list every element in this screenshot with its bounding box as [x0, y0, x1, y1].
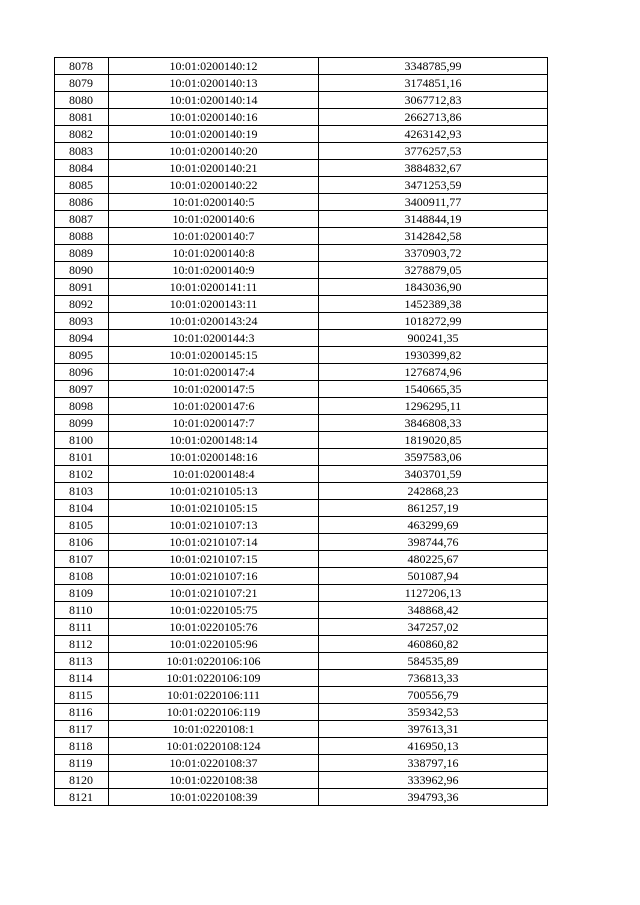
cadastral-number-cell: 10:01:0200144:3: [109, 330, 319, 347]
cadastral-number-cell: 10:01:0220108:39: [109, 789, 319, 806]
table-row: [55, 619, 548, 636]
table-row: [55, 364, 548, 381]
table-row: [55, 330, 548, 347]
cadastral-number-cell: 10:01:0200140:19: [109, 126, 319, 143]
row-number-cell: 8120: [55, 772, 109, 789]
cadastral-number-cell: 10:01:0200145:15: [109, 347, 319, 364]
cadastral-value-cell: 397613,31: [319, 721, 548, 738]
cadastral-number-cell: 10:01:0200140:12: [109, 58, 319, 75]
table-row: [55, 228, 548, 245]
table-row: [55, 789, 548, 806]
cadastral-number-cell: 10:01:0200140:21: [109, 160, 319, 177]
cadastral-value-cell: 3400911,77: [319, 194, 548, 211]
row-number-cell: 8081: [55, 109, 109, 126]
cadastral-value-table: [54, 57, 548, 806]
table-row: [55, 653, 548, 670]
row-number-cell: 8104: [55, 500, 109, 517]
cadastral-number-cell: 10:01:0220108:124: [109, 738, 319, 755]
row-number-cell: 8107: [55, 551, 109, 568]
cadastral-value-cell: 2662713,86: [319, 109, 548, 126]
row-number-cell: 8083: [55, 143, 109, 160]
row-number-cell: 8121: [55, 789, 109, 806]
cadastral-value-cell: 3370903,72: [319, 245, 548, 262]
row-number-cell: 8113: [55, 653, 109, 670]
cadastral-value-cell: 3597583,06: [319, 449, 548, 466]
cadastral-number-cell: 10:01:0200147:5: [109, 381, 319, 398]
row-number-cell: 8082: [55, 126, 109, 143]
cadastral-number-cell: 10:01:0210105:13: [109, 483, 319, 500]
cadastral-number-cell: 10:01:0200148:4: [109, 466, 319, 483]
table-row: [55, 58, 548, 75]
row-number-cell: 8110: [55, 602, 109, 619]
cadastral-number-cell: 10:01:0200140:16: [109, 109, 319, 126]
cadastral-number-cell: 10:01:0200140:5: [109, 194, 319, 211]
cadastral-number-cell: 10:01:0200140:22: [109, 177, 319, 194]
row-number-cell: 8108: [55, 568, 109, 585]
table-row: [55, 160, 548, 177]
cadastral-value-cell: 333962,96: [319, 772, 548, 789]
cadastral-value-cell: 3846808,33: [319, 415, 548, 432]
cadastral-number-cell: 10:01:0220106:109: [109, 670, 319, 687]
cadastral-number-cell: 10:01:0200148:16: [109, 449, 319, 466]
row-number-cell: 8092: [55, 296, 109, 313]
row-number-cell: 8118: [55, 738, 109, 755]
table-row: [55, 517, 548, 534]
cadastral-number-cell: 10:01:0210107:21: [109, 585, 319, 602]
cadastral-value-cell: 338797,16: [319, 755, 548, 772]
row-number-cell: 8096: [55, 364, 109, 381]
table-row: [55, 245, 548, 262]
table-row: [55, 687, 548, 704]
table-row: [55, 126, 548, 143]
table-row: [55, 313, 548, 330]
table-row: [55, 194, 548, 211]
document-page: [54, 57, 547, 806]
cadastral-value-cell: 347257,02: [319, 619, 548, 636]
cadastral-value-cell: 416950,13: [319, 738, 548, 755]
table-row: [55, 398, 548, 415]
cadastral-number-cell: 10:01:0200141:11: [109, 279, 319, 296]
row-number-cell: 8087: [55, 211, 109, 228]
cadastral-value-cell: 584535,89: [319, 653, 548, 670]
row-number-cell: 8091: [55, 279, 109, 296]
row-number-cell: 8080: [55, 92, 109, 109]
cadastral-value-cell: 480225,67: [319, 551, 548, 568]
cadastral-value-cell: 3174851,16: [319, 75, 548, 92]
cadastral-value-cell: 3776257,53: [319, 143, 548, 160]
cadastral-value-cell: 1127206,13: [319, 585, 548, 602]
table-row: [55, 670, 548, 687]
row-number-cell: 8119: [55, 755, 109, 772]
cadastral-number-cell: 10:01:0200140:20: [109, 143, 319, 160]
cadastral-value-cell: 463299,69: [319, 517, 548, 534]
table-row: [55, 534, 548, 551]
table-row: [55, 551, 548, 568]
row-number-cell: 8106: [55, 534, 109, 551]
table-row: [55, 449, 548, 466]
row-number-cell: 8093: [55, 313, 109, 330]
table-row: [55, 738, 548, 755]
cadastral-value-cell: 4263142,93: [319, 126, 548, 143]
table-row: [55, 466, 548, 483]
table-row: [55, 432, 548, 449]
table-row: [55, 177, 548, 194]
row-number-cell: 8085: [55, 177, 109, 194]
cadastral-value-cell: 1819020,85: [319, 432, 548, 449]
cadastral-value-cell: 3403701,59: [319, 466, 548, 483]
cadastral-value-cell: 3278879,05: [319, 262, 548, 279]
table-row: [55, 755, 548, 772]
table-row: [55, 211, 548, 228]
cadastral-number-cell: 10:01:0220108:1: [109, 721, 319, 738]
cadastral-number-cell: 10:01:0200140:8: [109, 245, 319, 262]
cadastral-value-cell: 1930399,82: [319, 347, 548, 364]
cadastral-value-cell: 501087,94: [319, 568, 548, 585]
cadastral-value-cell: 460860,82: [319, 636, 548, 653]
cadastral-value-cell: 394793,36: [319, 789, 548, 806]
row-number-cell: 8084: [55, 160, 109, 177]
cadastral-number-cell: 10:01:0220108:37: [109, 755, 319, 772]
cadastral-number-cell: 10:01:0220106:119: [109, 704, 319, 721]
cadastral-value-cell: 736813,33: [319, 670, 548, 687]
cadastral-value-cell: 398744,76: [319, 534, 548, 551]
row-number-cell: 8112: [55, 636, 109, 653]
row-number-cell: 8095: [55, 347, 109, 364]
table-row: [55, 296, 548, 313]
cadastral-number-cell: 10:01:0210107:13: [109, 517, 319, 534]
row-number-cell: 8115: [55, 687, 109, 704]
cadastral-value-cell: 3884832,67: [319, 160, 548, 177]
table-row: [55, 279, 548, 296]
cadastral-value-cell: 359342,53: [319, 704, 548, 721]
row-number-cell: 8101: [55, 449, 109, 466]
cadastral-value-cell: 3348785,99: [319, 58, 548, 75]
table-row: [55, 568, 548, 585]
table-row: [55, 636, 548, 653]
row-number-cell: 8111: [55, 619, 109, 636]
row-number-cell: 8116: [55, 704, 109, 721]
cadastral-value-cell: 1843036,90: [319, 279, 548, 296]
cadastral-value-cell: 348868,42: [319, 602, 548, 619]
cadastral-number-cell: 10:01:0200147:6: [109, 398, 319, 415]
row-number-cell: 8089: [55, 245, 109, 262]
row-number-cell: 8098: [55, 398, 109, 415]
cadastral-number-cell: 10:01:0210107:16: [109, 568, 319, 585]
cadastral-number-cell: 10:01:0220105:76: [109, 619, 319, 636]
row-number-cell: 8097: [55, 381, 109, 398]
cadastral-value-cell: 1018272,99: [319, 313, 548, 330]
row-number-cell: 8117: [55, 721, 109, 738]
table-row: [55, 772, 548, 789]
row-number-cell: 8088: [55, 228, 109, 245]
cadastral-value-cell: 3142842,58: [319, 228, 548, 245]
cadastral-number-cell: 10:01:0200140:9: [109, 262, 319, 279]
row-number-cell: 8079: [55, 75, 109, 92]
cadastral-number-cell: 10:01:0220106:111: [109, 687, 319, 704]
table-row: [55, 109, 548, 126]
table-row: [55, 75, 548, 92]
row-number-cell: 8102: [55, 466, 109, 483]
cadastral-number-cell: 10:01:0220105:96: [109, 636, 319, 653]
table-row: [55, 483, 548, 500]
table-row: [55, 92, 548, 109]
cadastral-number-cell: 10:01:0200143:24: [109, 313, 319, 330]
cadastral-number-cell: 10:01:0200140:7: [109, 228, 319, 245]
row-number-cell: 8103: [55, 483, 109, 500]
cadastral-number-cell: 10:01:0200140:13: [109, 75, 319, 92]
table-row: [55, 143, 548, 160]
table-row: [55, 585, 548, 602]
cadastral-value-cell: 3067712,83: [319, 92, 548, 109]
cadastral-value-cell: 900241,35: [319, 330, 548, 347]
table-row: [55, 704, 548, 721]
cadastral-value-cell: 861257,19: [319, 500, 548, 517]
row-number-cell: 8114: [55, 670, 109, 687]
cadastral-number-cell: 10:01:0220108:38: [109, 772, 319, 789]
row-number-cell: 8099: [55, 415, 109, 432]
table-row: [55, 721, 548, 738]
cadastral-value-cell: 700556,79: [319, 687, 548, 704]
cadastral-value-cell: 1276874,96: [319, 364, 548, 381]
table-row: [55, 262, 548, 279]
row-number-cell: 8094: [55, 330, 109, 347]
cadastral-number-cell: 10:01:0200140:6: [109, 211, 319, 228]
cadastral-number-cell: 10:01:0200143:11: [109, 296, 319, 313]
cadastral-number-cell: 10:01:0200140:14: [109, 92, 319, 109]
table-row: [55, 381, 548, 398]
cadastral-value-cell: 1452389,38: [319, 296, 548, 313]
cadastral-number-cell: 10:01:0210107:14: [109, 534, 319, 551]
cadastral-value-cell: 3471253,59: [319, 177, 548, 194]
cadastral-number-cell: 10:01:0210107:15: [109, 551, 319, 568]
cadastral-value-cell: 242868,23: [319, 483, 548, 500]
table-row: [55, 415, 548, 432]
row-number-cell: 8086: [55, 194, 109, 211]
cadastral-number-cell: 10:01:0200147:4: [109, 364, 319, 381]
row-number-cell: 8105: [55, 517, 109, 534]
table-body: [55, 58, 548, 806]
cadastral-number-cell: 10:01:0220106:106: [109, 653, 319, 670]
cadastral-value-cell: 3148844,19: [319, 211, 548, 228]
cadastral-number-cell: 10:01:0210105:15: [109, 500, 319, 517]
row-number-cell: 8078: [55, 58, 109, 75]
cadastral-value-cell: 1540665,35: [319, 381, 548, 398]
row-number-cell: 8090: [55, 262, 109, 279]
table-row: [55, 500, 548, 517]
table-row: [55, 602, 548, 619]
cadastral-number-cell: 10:01:0220105:75: [109, 602, 319, 619]
row-number-cell: 8109: [55, 585, 109, 602]
row-number-cell: 8100: [55, 432, 109, 449]
cadastral-number-cell: 10:01:0200147:7: [109, 415, 319, 432]
cadastral-number-cell: 10:01:0200148:14: [109, 432, 319, 449]
table-row: [55, 347, 548, 364]
cadastral-value-cell: 1296295,11: [319, 398, 548, 415]
